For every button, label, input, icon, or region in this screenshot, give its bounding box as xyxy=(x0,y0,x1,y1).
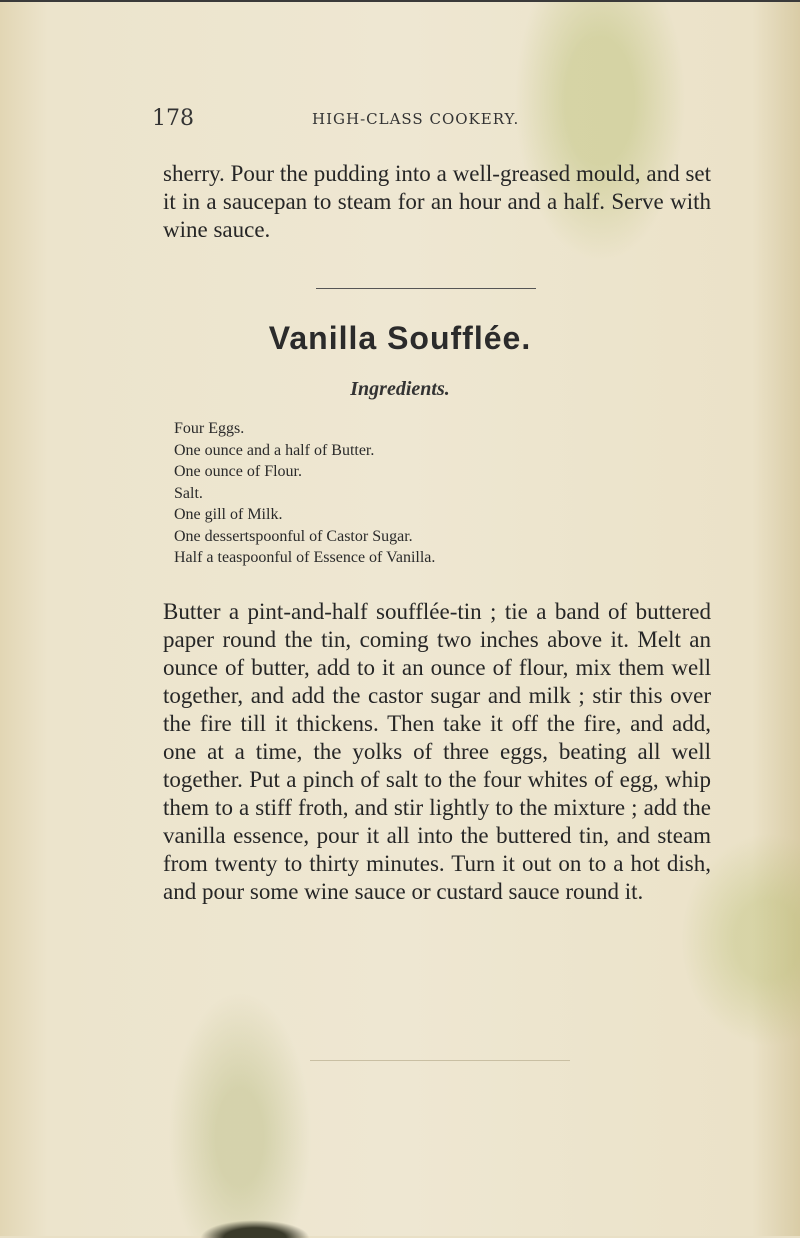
page-number: 178 xyxy=(152,106,194,131)
ingredients-heading: Ingredients. xyxy=(350,378,450,400)
recipe-title: Vanilla Soufflée. xyxy=(268,320,532,356)
ingredient-item: One gill of Milk. xyxy=(174,506,283,523)
intro-paragraph: sherry. Pour the pudding into a well-greased mould, and set it in a saucepan to steam for an hour and a half. Serve with wine sauce. xyxy=(163,161,711,242)
ingredient-item: One ounce and a half of Butter. xyxy=(174,441,375,459)
page-stain xyxy=(200,1220,310,1238)
ingredient-item: One ounce of Flour. xyxy=(174,463,302,480)
running-head: HIGH-CLASS COOKERY. xyxy=(312,110,520,128)
faint-rule xyxy=(310,1060,570,1061)
ingredient-item: Salt. xyxy=(174,484,203,502)
page-header xyxy=(152,106,712,134)
ingredients-list xyxy=(174,418,694,569)
ingredient-item: One dessertspoonful of Castor Sugar. xyxy=(174,527,413,545)
ingredient-item: Four Eggs. xyxy=(174,420,245,437)
section-divider xyxy=(316,288,536,289)
method-paragraph: Butter a pint-and-half soufflée-tin ; tie a band of buttered paper round the tin, coming two inches above it. Melt an ounce of butter, add to it an ounce of flour, mix them well together, and add the castor sugar and milk ; stir this over the fire till it thickens. Then take it off the fire, and add, one at a time, the yolks of three eggs, beating all well together. Put a pinch of salt to the four whites of egg, whip them to a stiff froth, and stir lightly to the mixture ; add the vanilla essence, pour it all into the buttered tin, and steam from twenty to thirty minutes. Turn it out on to a hot dish, and pour some wine sauce or custard sauce round it. xyxy=(163,599,711,904)
ingredient-item: Half a teaspoonful of Essence of Vanilla. xyxy=(174,549,436,566)
